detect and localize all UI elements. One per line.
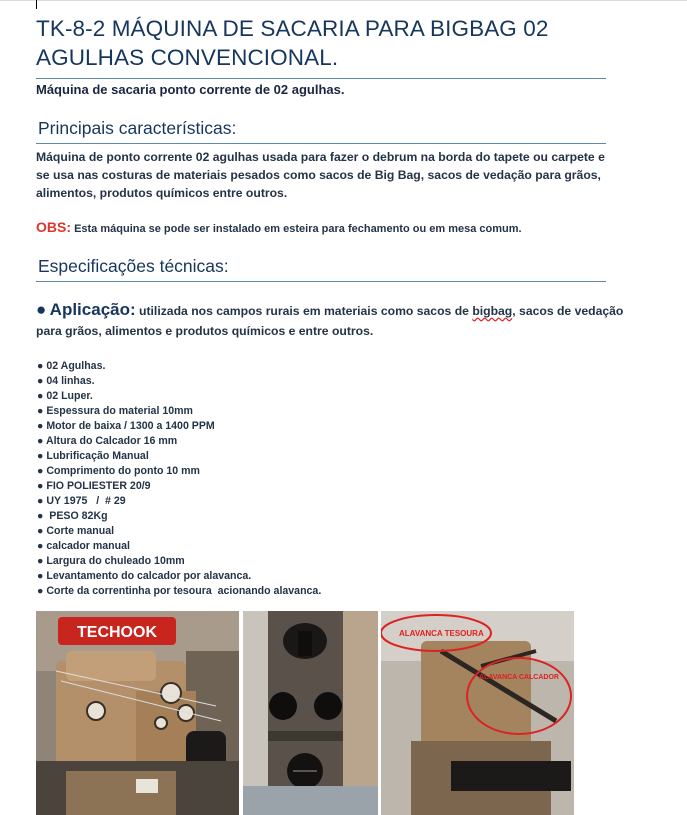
spec-item: ● calcador manual [37,540,130,552]
page-top-edge [0,0,687,6]
application-label: Aplicação: [49,300,136,319]
specs-divider [36,281,606,282]
spec-item: ● Altura do Calcador 16 mm [37,435,178,447]
title-line-1: TK-8-2 MÁQUINA DE SACARIA PARA BIGBAG 02 [36,16,549,41]
spec-item: ● Motor de baixa / 1300 a 1400 PPM [37,420,215,432]
lever-label-scissors: ALAVANCA TESOURA [399,629,484,638]
spec-item: ● 02 Luper. [37,390,93,402]
spec-item: ● Corte da correntinha por tesoura acionando alavanca. [37,585,322,597]
spec-item: ● Levantamento do calcador por alavanca. [37,570,252,582]
spec-item: ● 02 Agulhas. [37,360,106,372]
obs-text: Esta máquina se pode ser instalado em esteira para fechamento ou em mesa comum. [74,223,522,235]
spec-item: ● Comprimento do ponto 10 mm [37,465,200,477]
text-cursor [36,0,37,9]
application-paragraph [36,300,636,341]
title-divider [36,78,606,79]
specs-heading: Especificações técnicas: [38,256,229,276]
features-divider [36,143,606,144]
features-heading: Principais características: [38,118,237,138]
specs-list [37,359,321,599]
spec-item: ● FIO POLIESTER 20/9 [37,480,151,492]
features-paragraph: Máquina de ponto corrente 02 agulhas usada para fazer o debrum na borda do tapete ou carpete e se usa nas costuras de materiais pesados como sacos de Big Bag, sacos de vedação para grãos, alimentos, produtos químicos entre outros. [36,150,605,200]
brand-sign: TECHOOK [77,624,157,641]
application-text-after: , sacos de vedação para grãos, alimentos e produtos químicos e entre outros. [36,304,624,338]
presser-foot-photo [243,611,378,815]
levers-annotated-photo [381,611,574,815]
page-title [36,14,606,72]
application-text-before: utilizada nos campos rurais em materiais como sacos de [139,304,469,318]
spec-item: ● Lubrificação Manual [37,450,149,462]
spec-item: ● PESO 82Kg [37,510,108,522]
machine-photo-front [36,611,239,815]
subtitle: Máquina de sacaria ponto corrente de 02 agulhas. [36,82,345,97]
application-bullet: ● [36,300,47,319]
spec-item: ● UY 1975 / # 29 [37,495,126,507]
obs-label: OBS: [36,219,71,235]
spec-item: ● 04 linhas. [37,375,95,387]
spec-item: ● Espessura do material 10mm [37,405,193,417]
spec-item: ● Corte manual [37,525,115,537]
title-line-2: AGULHAS CONVENCIONAL. [36,45,339,70]
application-misspelled-word[interactable]: bigbag [472,304,513,318]
obs-note [36,219,522,235]
lever-label-presser: ALAVANCA CALCADOR [479,674,559,681]
spec-item: ● Largura do chuleado 10mm [37,555,185,567]
